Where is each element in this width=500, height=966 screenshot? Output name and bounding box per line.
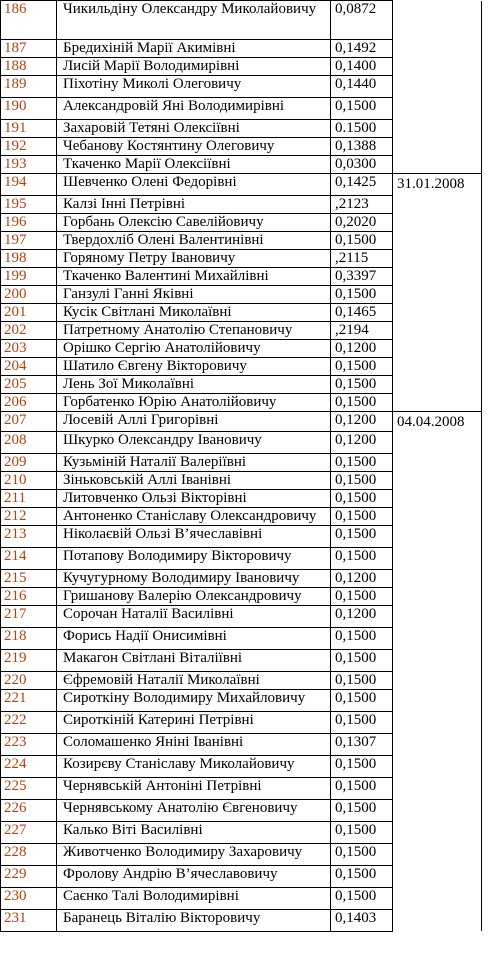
table-row bbox=[1, 1, 482, 40]
recipient-name: Лосевій Аллі Григорівні bbox=[57, 412, 331, 432]
area-value: 0,1500 bbox=[331, 799, 393, 821]
recipient-name: Животченко Володимиру Захаровичу bbox=[57, 843, 331, 865]
row-number: 224 bbox=[1, 755, 57, 777]
row-number: 194 bbox=[1, 174, 57, 196]
decision-date bbox=[393, 711, 482, 733]
decision-date bbox=[393, 196, 482, 214]
table-row bbox=[1, 755, 482, 777]
row-number: 195 bbox=[1, 196, 57, 214]
table-row bbox=[1, 605, 482, 627]
area-value: 0,1492 bbox=[331, 40, 393, 58]
table-row bbox=[1, 304, 482, 322]
area-value: 0,1200 bbox=[331, 340, 393, 358]
recipient-name: Твердохліб Олені Валентинівні bbox=[57, 232, 331, 250]
recipient-name: Ганзулі Ганні Яківні bbox=[57, 286, 331, 304]
recipient-name: Шевченко Олені Федорівні bbox=[57, 174, 331, 196]
area-value: 0,1500 bbox=[331, 98, 393, 120]
table-row bbox=[1, 412, 482, 432]
row-number: 215 bbox=[1, 569, 57, 587]
row-number: 210 bbox=[1, 471, 57, 489]
decision-date bbox=[393, 605, 482, 627]
table-row bbox=[1, 268, 482, 286]
table-row bbox=[1, 507, 482, 525]
row-number: 204 bbox=[1, 358, 57, 376]
row-number: 218 bbox=[1, 627, 57, 649]
row-number: 225 bbox=[1, 777, 57, 799]
decision-date bbox=[393, 627, 482, 649]
decision-date: 31.01.2008 bbox=[393, 174, 482, 196]
decision-date bbox=[393, 214, 482, 232]
area-value: 0,1425 bbox=[331, 174, 393, 196]
decision-date bbox=[393, 649, 482, 671]
recipient-name: Ткаченко Марії Олексіївні bbox=[57, 156, 331, 174]
recipient-name: Орішко Сергію Анатолійовичу bbox=[57, 340, 331, 358]
decision-date bbox=[393, 268, 482, 286]
recipient-name: Чикильдіну Олександру Миколайовичу bbox=[57, 1, 331, 40]
area-value: 0,0872 bbox=[331, 1, 393, 40]
decision-date bbox=[393, 394, 482, 412]
row-number: 231 bbox=[1, 909, 57, 931]
row-number: 208 bbox=[1, 431, 57, 453]
recipient-name: Піхотіну Миколі Олеговичу bbox=[57, 76, 331, 98]
area-value: 0,1500 bbox=[331, 689, 393, 711]
recipient-name: Ніколаєвій Ользі В’ячеславівні bbox=[57, 525, 331, 547]
recipient-name: Лень Зої Миколаївні bbox=[57, 376, 331, 394]
row-number: 189 bbox=[1, 76, 57, 98]
table-row bbox=[1, 431, 482, 453]
decision-date bbox=[393, 156, 482, 174]
row-number: 222 bbox=[1, 711, 57, 733]
decision-date bbox=[393, 821, 482, 843]
recipient-name: Козирєву Станіславу Миколайовичу bbox=[57, 755, 331, 777]
area-value: 0,1500 bbox=[331, 755, 393, 777]
table-row bbox=[1, 671, 482, 689]
area-value: 0,1500 bbox=[331, 394, 393, 412]
decision-date bbox=[393, 547, 482, 569]
decision-date bbox=[393, 340, 482, 358]
table-row bbox=[1, 453, 482, 471]
recipient-name: Калзі Інні Петрівні bbox=[57, 196, 331, 214]
decision-date bbox=[393, 40, 482, 58]
recipient-name: Калько Віті Василівні bbox=[57, 821, 331, 843]
row-number: 226 bbox=[1, 799, 57, 821]
table-row bbox=[1, 569, 482, 587]
area-value: 0,1403 bbox=[331, 909, 393, 931]
area-value: 0,1500 bbox=[331, 711, 393, 733]
table-row bbox=[1, 525, 482, 547]
table-row bbox=[1, 909, 482, 931]
area-value: ,2115 bbox=[331, 250, 393, 268]
decision-date bbox=[393, 489, 482, 507]
area-value: 0,1500 bbox=[331, 777, 393, 799]
area-value: 0.1500 bbox=[331, 120, 393, 138]
area-value: 0,1200 bbox=[331, 605, 393, 627]
area-value: 0,3397 bbox=[331, 268, 393, 286]
recipient-name: Шатило Євгену Вікторовичу bbox=[57, 358, 331, 376]
decision-date bbox=[393, 909, 482, 931]
row-number: 223 bbox=[1, 733, 57, 755]
table-body bbox=[1, 1, 482, 932]
area-value: 0,1500 bbox=[331, 286, 393, 304]
recipient-name: Сироткіній Катерині Петрівні bbox=[57, 711, 331, 733]
row-number: 217 bbox=[1, 605, 57, 627]
area-value: 0,1400 bbox=[331, 58, 393, 76]
table-row bbox=[1, 340, 482, 358]
decision-date bbox=[393, 98, 482, 120]
table-row bbox=[1, 138, 482, 156]
area-value: 0,1465 bbox=[331, 304, 393, 322]
table-row bbox=[1, 214, 482, 232]
decision-date bbox=[393, 376, 482, 394]
table-row bbox=[1, 76, 482, 98]
table-row bbox=[1, 376, 482, 394]
area-value: 0,1500 bbox=[331, 671, 393, 689]
table-row bbox=[1, 627, 482, 649]
recipient-name: Єфремовій Наталії Миколаївні bbox=[57, 671, 331, 689]
recipient-name: Горбатенко Юрію Анатолійовичу bbox=[57, 394, 331, 412]
table-row bbox=[1, 547, 482, 569]
row-number: 188 bbox=[1, 58, 57, 76]
decision-date bbox=[393, 689, 482, 711]
table-row bbox=[1, 58, 482, 76]
row-number: 219 bbox=[1, 649, 57, 671]
row-number: 197 bbox=[1, 232, 57, 250]
recipient-name: Кузьміній Наталії Валеріївні bbox=[57, 453, 331, 471]
recipient-name: Чебанову Костянтину Олеговичу bbox=[57, 138, 331, 156]
area-value: 0,0300 bbox=[331, 156, 393, 174]
area-value: 0,1200 bbox=[331, 431, 393, 453]
row-number: 187 bbox=[1, 40, 57, 58]
recipient-name: Кусік Світлані Миколаївні bbox=[57, 304, 331, 322]
decision-date bbox=[393, 887, 482, 909]
table-row bbox=[1, 40, 482, 58]
recipient-name: Соломашенко Яніні Іванівні bbox=[57, 733, 331, 755]
recipient-name: Баранець Віталію Вікторовичу bbox=[57, 909, 331, 931]
recipient-name: Ткаченко Валентині Михайлівні bbox=[57, 268, 331, 286]
recipient-name: Сироткіну Володимиру Михайловичу bbox=[57, 689, 331, 711]
decision-date bbox=[393, 431, 482, 453]
table-row bbox=[1, 120, 482, 138]
table-row bbox=[1, 711, 482, 733]
decision-date bbox=[393, 587, 482, 605]
table-row bbox=[1, 471, 482, 489]
area-value: ,2123 bbox=[331, 196, 393, 214]
table-row bbox=[1, 250, 482, 268]
row-number: 221 bbox=[1, 689, 57, 711]
table-row bbox=[1, 733, 482, 755]
recipient-name: Чернявській Антоніні Петрівні bbox=[57, 777, 331, 799]
recipient-name: Сорочан Наталії Василівні bbox=[57, 605, 331, 627]
area-value: 0,1500 bbox=[331, 376, 393, 394]
row-number: 192 bbox=[1, 138, 57, 156]
table-row bbox=[1, 865, 482, 887]
decision-date: 04.04.2008 bbox=[393, 412, 482, 432]
table-row bbox=[1, 821, 482, 843]
area-value: 0,1500 bbox=[331, 587, 393, 605]
row-number: 207 bbox=[1, 412, 57, 432]
row-number: 193 bbox=[1, 156, 57, 174]
recipient-name: Лисій Марії Володимирівні bbox=[57, 58, 331, 76]
table-row bbox=[1, 98, 482, 120]
row-number: 186 bbox=[1, 1, 57, 40]
recipient-name: Форись Надії Онисимівні bbox=[57, 627, 331, 649]
row-number: 216 bbox=[1, 587, 57, 605]
recipient-name: Макагон Світлані Віталіївні bbox=[57, 649, 331, 671]
recipient-name: Кучугурному Володимиру Івановичу bbox=[57, 569, 331, 587]
decision-date bbox=[393, 304, 482, 322]
area-value: 0,1500 bbox=[331, 525, 393, 547]
table-row bbox=[1, 322, 482, 340]
recipient-name: Потапову Володимиру Вікторовичу bbox=[57, 547, 331, 569]
decision-date bbox=[393, 671, 482, 689]
row-number: 202 bbox=[1, 322, 57, 340]
area-value: 0,1500 bbox=[331, 821, 393, 843]
area-value: 0,1500 bbox=[331, 627, 393, 649]
table-row bbox=[1, 174, 482, 196]
row-number: 206 bbox=[1, 394, 57, 412]
decision-date bbox=[393, 1, 482, 40]
row-number: 191 bbox=[1, 120, 57, 138]
area-value: 0,1500 bbox=[331, 649, 393, 671]
area-value: 0,1500 bbox=[331, 865, 393, 887]
decision-date bbox=[393, 358, 482, 376]
recipient-name: Чернявському Анатолію Євгеновичу bbox=[57, 799, 331, 821]
decision-date bbox=[393, 76, 482, 98]
recipient-name: Горяному Петру Івановичу bbox=[57, 250, 331, 268]
decision-date bbox=[393, 865, 482, 887]
decision-date bbox=[393, 843, 482, 865]
table-row bbox=[1, 799, 482, 821]
area-value: 0,1388 bbox=[331, 138, 393, 156]
row-number: 209 bbox=[1, 453, 57, 471]
decision-date bbox=[393, 453, 482, 471]
recipient-name: Зіньковській Аллі Іванівні bbox=[57, 471, 331, 489]
area-value: 0,1500 bbox=[331, 507, 393, 525]
row-number: 190 bbox=[1, 98, 57, 120]
area-value: 0,1500 bbox=[331, 471, 393, 489]
recipient-name: Бредихіній Марії Акимівні bbox=[57, 40, 331, 58]
row-number: 214 bbox=[1, 547, 57, 569]
decision-date bbox=[393, 777, 482, 799]
table-row bbox=[1, 156, 482, 174]
area-value: ,2194 bbox=[331, 322, 393, 340]
row-number: 230 bbox=[1, 887, 57, 909]
recipient-name: Гришанову Валерію Олександровичу bbox=[57, 587, 331, 605]
area-value: 0,1500 bbox=[331, 547, 393, 569]
row-number: 200 bbox=[1, 286, 57, 304]
recipient-name: Захаровій Тетяні Олексіївні bbox=[57, 120, 331, 138]
decision-date bbox=[393, 525, 482, 547]
recipient-name: Александровій Яні Володимирівні bbox=[57, 98, 331, 120]
area-value: 0,1500 bbox=[331, 453, 393, 471]
row-number: 199 bbox=[1, 268, 57, 286]
row-number: 201 bbox=[1, 304, 57, 322]
decision-date bbox=[393, 733, 482, 755]
area-value: 0,1440 bbox=[331, 76, 393, 98]
recipient-name: Саєнко Талі Володимирівні bbox=[57, 887, 331, 909]
decision-date bbox=[393, 569, 482, 587]
table-row bbox=[1, 196, 482, 214]
table-row bbox=[1, 232, 482, 250]
decision-date bbox=[393, 322, 482, 340]
recipient-name: Антоненко Станіславу Олександровичу bbox=[57, 507, 331, 525]
recipient-name: Горбань Олексію Савелійовичу bbox=[57, 214, 331, 232]
table-row bbox=[1, 358, 482, 376]
table-row bbox=[1, 587, 482, 605]
area-value: 0,1200 bbox=[331, 569, 393, 587]
recipient-name: Фролову Андрію В’ячеславовичу bbox=[57, 865, 331, 887]
row-number: 211 bbox=[1, 489, 57, 507]
row-number: 228 bbox=[1, 843, 57, 865]
row-number: 203 bbox=[1, 340, 57, 358]
area-value: 0,1307 bbox=[331, 733, 393, 755]
decision-date bbox=[393, 799, 482, 821]
area-value: 0,1500 bbox=[331, 358, 393, 376]
decision-date bbox=[393, 755, 482, 777]
area-value: 0,1500 bbox=[331, 843, 393, 865]
decision-date bbox=[393, 138, 482, 156]
row-number: 205 bbox=[1, 376, 57, 394]
area-value: 0,2020 bbox=[331, 214, 393, 232]
row-number: 220 bbox=[1, 671, 57, 689]
row-number: 213 bbox=[1, 525, 57, 547]
decision-date bbox=[393, 286, 482, 304]
decision-date bbox=[393, 120, 482, 138]
table-row bbox=[1, 777, 482, 799]
area-value: 0,1500 bbox=[331, 489, 393, 507]
recipient-name: Литовченко Ользі Вікторівні bbox=[57, 489, 331, 507]
table-row bbox=[1, 489, 482, 507]
recipient-name: Патретному Анатолію Степановичу bbox=[57, 322, 331, 340]
decision-date bbox=[393, 507, 482, 525]
row-number: 229 bbox=[1, 865, 57, 887]
table-row bbox=[1, 394, 482, 412]
decision-date bbox=[393, 58, 482, 76]
row-number: 212 bbox=[1, 507, 57, 525]
recipient-name: Шкурко Олександру Івановичу bbox=[57, 431, 331, 453]
decision-date bbox=[393, 250, 482, 268]
table-row bbox=[1, 286, 482, 304]
row-number: 196 bbox=[1, 214, 57, 232]
row-number: 198 bbox=[1, 250, 57, 268]
row-number: 227 bbox=[1, 821, 57, 843]
decision-date bbox=[393, 471, 482, 489]
area-value: 0,1500 bbox=[331, 232, 393, 250]
table-row bbox=[1, 649, 482, 671]
decision-date bbox=[393, 232, 482, 250]
table-row bbox=[1, 689, 482, 711]
table-row bbox=[1, 843, 482, 865]
area-value: 0,1500 bbox=[331, 887, 393, 909]
area-value: 0,1200 bbox=[331, 412, 393, 432]
table-row bbox=[1, 887, 482, 909]
